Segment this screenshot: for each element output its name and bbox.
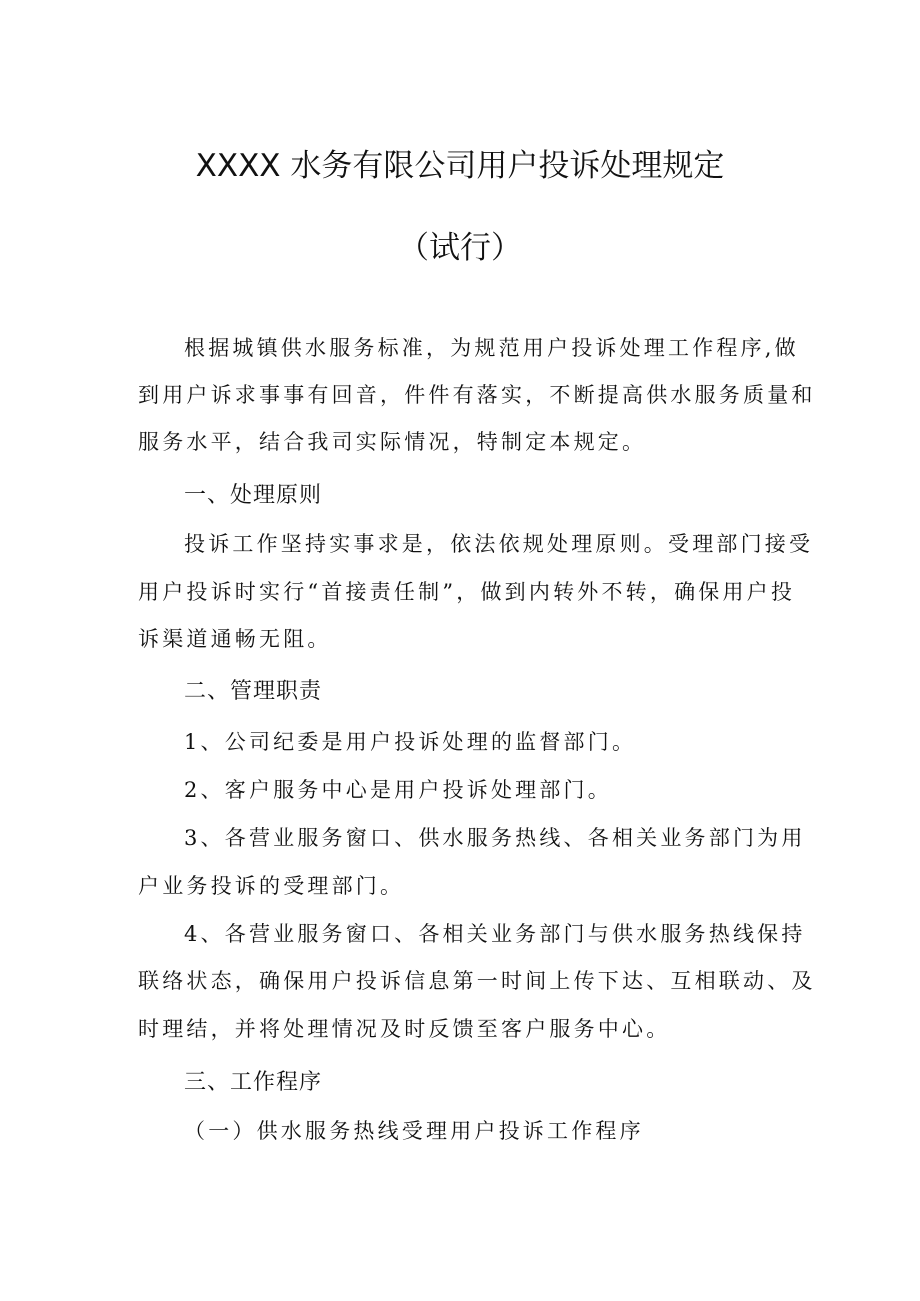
paragraph-line: 用户投诉时实行“首接责任制”，做到内转外不转，确保用户投 (138, 580, 796, 604)
list-item: 2、客户服务中心是用户投诉处理部门。 (184, 778, 612, 802)
paragraph-line: 到用户诉求事事有回音，件件有落实，不断提高供水服务质量和 (138, 383, 816, 407)
subsection-heading: （一）供水服务热线受理用户投诉工作程序 (184, 1119, 644, 1143)
paragraph-line: 时理结，并将处理情况及时反馈至客户服务中心。 (138, 1017, 671, 1041)
paragraph-line: 投诉工作坚持实事求是，依法依规处理原则。受理部门接受 (184, 532, 814, 556)
document-title: XXXX 水务有限公司用户投诉处理规定 (195, 148, 725, 184)
list-item: 1、公司纪委是用户投诉处理的监督部门。 (184, 730, 637, 754)
paragraph-line: 服务水平，结合我司实际情况，特制定本规定。 (138, 430, 647, 454)
paragraph-line: 根据城镇供水服务标准，为规范用户投诉处理工作程序,做 (184, 336, 799, 360)
list-item: 4、各营业服务窗口、各相关业务部门与供水服务热线保持 (184, 922, 806, 946)
section-heading: 二、管理职责 (184, 679, 323, 704)
section-heading: 一、处理原则 (184, 483, 323, 508)
list-item: 3、各营业服务窗口、供水服务热线、各相关业务部门为用 (184, 826, 806, 850)
paragraph-line: 户业务投诉的受理部门。 (138, 874, 405, 898)
document-subtitle: （试行） (398, 230, 522, 266)
section-heading: 三、工作程序 (184, 1070, 323, 1095)
paragraph-line: 联络状态，确保用户投诉信息第一时间上传下达、互相联动、及 (138, 969, 816, 993)
paragraph-line: 诉渠道通畅无阻。 (138, 627, 332, 651)
